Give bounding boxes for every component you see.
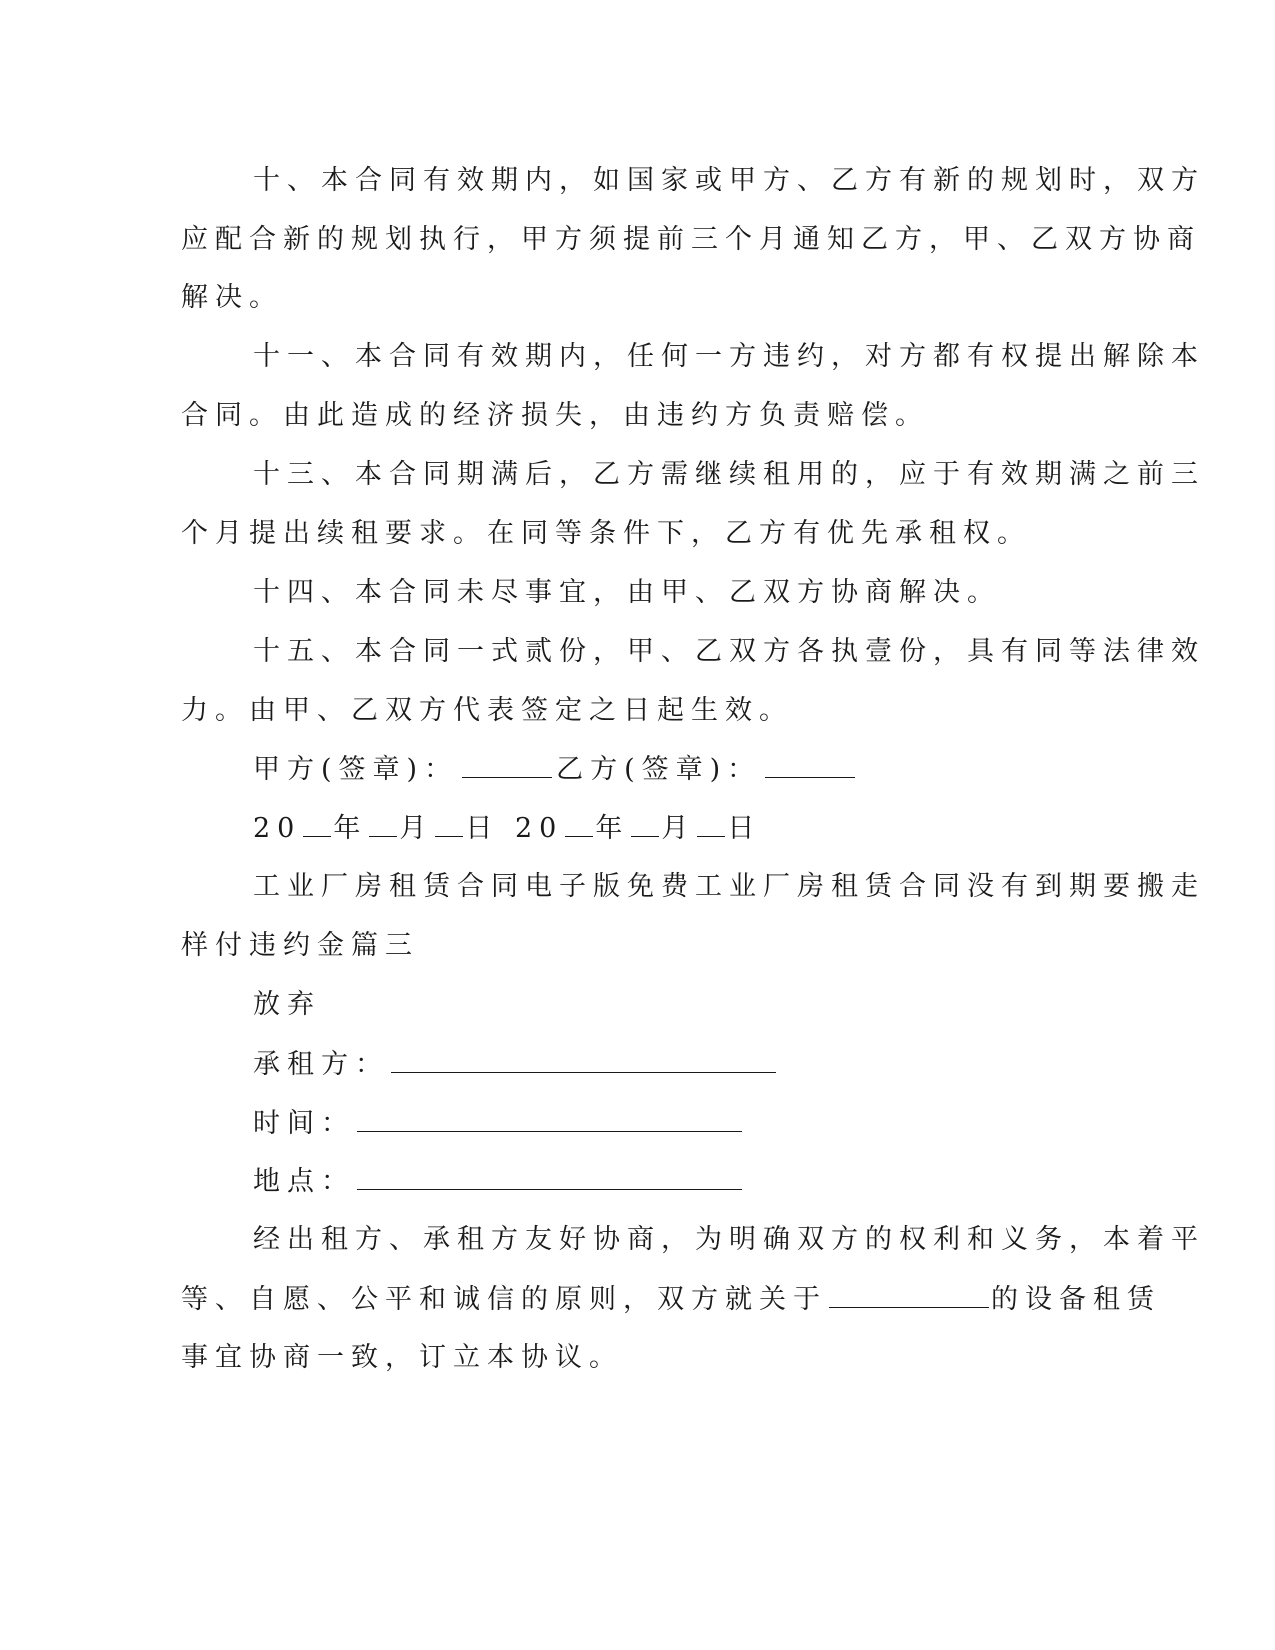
party-b-month-label: 月: [661, 813, 696, 844]
intro-line-2: [181, 1281, 1161, 1318]
party-a-signature-blank[interactable]: [462, 751, 552, 778]
date-line: [253, 810, 761, 847]
party-b-year-blank[interactable]: [565, 810, 593, 837]
time-label: 时间：: [253, 1108, 355, 1139]
party-a-month-label: 月: [399, 813, 434, 844]
party-b-signature-label: 乙方(签章)：: [556, 754, 762, 785]
party-b-day-blank[interactable]: [697, 810, 725, 837]
clause-15-line-2: 力。由甲、乙双方代表签定之日起生效。: [181, 695, 793, 726]
equipment-blank[interactable]: [829, 1281, 989, 1308]
section-title-line-1: 工业厂房租赁合同电子版免费工业厂房租赁合同没有到期要搬走: [253, 871, 1205, 902]
clause-13-line-2: 个月提出续租要求。在同等条件下，乙方有优先承租权。: [181, 518, 1031, 549]
lessee-field: [253, 1046, 780, 1083]
intro-line-3: 事宜协商一致，订立本协议。: [181, 1342, 623, 1373]
intro-line-2-start: 等、自愿、公平和诚信的原则，双方就关于: [181, 1284, 827, 1315]
party-a-year-label: 年: [333, 813, 368, 844]
lessee-label: 承租方：: [253, 1049, 389, 1080]
clause-14-line-1: 十四、本合同未尽事宜，由甲、乙双方协商解决。: [253, 577, 1001, 608]
party-b-day-label: 日: [727, 813, 762, 844]
clause-13-line-1: 十三、本合同期满后，乙方需继续租用的，应于有效期满之前三: [253, 459, 1205, 490]
signature-line: [253, 751, 859, 788]
clause-11-line-1: 十一、本合同有效期内，任何一方违约，对方都有权提出解除本: [253, 341, 1205, 372]
party-a-day-label: 日: [465, 813, 500, 844]
party-a-month-blank[interactable]: [369, 810, 397, 837]
intro-line-1: 经出租方、承租方友好协商，为明确双方的权利和义务，本着平: [253, 1224, 1205, 1255]
clause-10-line-3: 解决。: [181, 282, 283, 313]
party-a-year-prefix: 20: [253, 813, 302, 844]
party-a-year-blank[interactable]: [303, 810, 331, 837]
section-title-line-2: 样付违约金篇三: [181, 930, 419, 961]
time-field: [253, 1105, 746, 1142]
clause-10-line-2: 应配合新的规划执行，甲方须提前三个月通知乙方，甲、乙双方协商: [181, 224, 1201, 255]
party-a-day-blank[interactable]: [435, 810, 463, 837]
party-b-year-prefix: 20: [514, 813, 564, 844]
clause-11-line-2: 合同。由此造成的经济损失，由违约方负责赔偿。: [181, 400, 929, 431]
party-b-signature-blank[interactable]: [765, 751, 855, 778]
party-a-signature-label: 甲方(签章)：: [253, 754, 459, 785]
clause-15-line-1: 十五、本合同一式贰份，甲、乙双方各执壹份，具有同等法律效: [253, 636, 1205, 667]
time-blank[interactable]: [357, 1105, 742, 1132]
lessee-blank[interactable]: [391, 1046, 776, 1073]
waiver-text: 放弃: [253, 989, 321, 1020]
intro-line-2-end: 的设备租赁: [991, 1284, 1161, 1315]
party-b-month-blank[interactable]: [631, 810, 659, 837]
clause-10-line-1: 十、本合同有效期内，如国家或甲方、乙方有新的规划时，双方: [253, 165, 1205, 196]
place-label: 地点：: [253, 1166, 355, 1197]
party-b-year-label: 年: [595, 813, 630, 844]
place-blank[interactable]: [357, 1163, 742, 1190]
place-field: [253, 1163, 746, 1200]
